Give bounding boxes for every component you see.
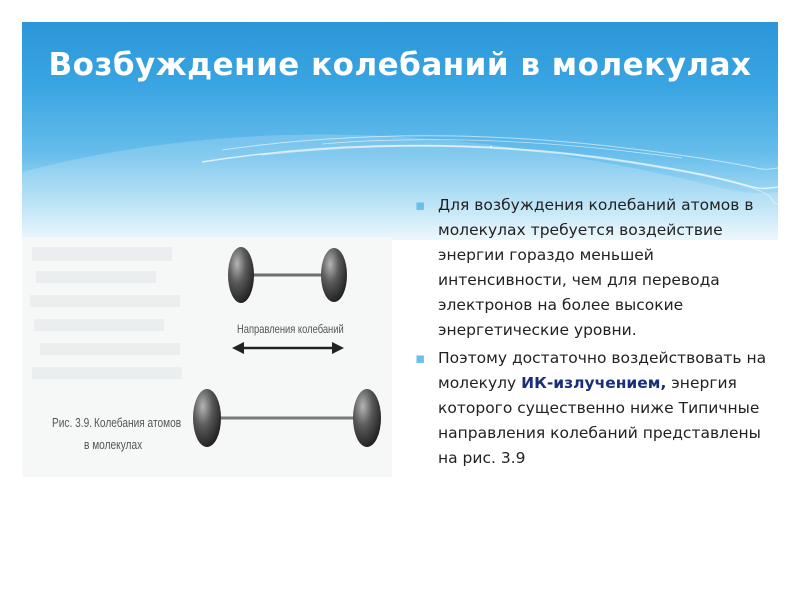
molecule-bottom: [193, 389, 381, 447]
bullet-text-part1: Поэтому достаточно воздействовать на молекулу: [438, 349, 767, 392]
molecule-top: [228, 247, 347, 303]
bullet-list: [412, 193, 772, 474]
figure-molecule-vibrations: [22, 237, 392, 477]
bullet-item-1: [412, 193, 772, 343]
figure-illustration: [22, 237, 392, 477]
figure-caption-label: Рис. 3.9.: [52, 415, 93, 430]
bullet-item-2: [412, 346, 772, 471]
slide-title: Возбуждение колебаний в молекулах: [48, 47, 752, 83]
bullet-square-icon: ▪: [415, 196, 426, 214]
direction-label: Направления колебаний: [237, 322, 344, 336]
bullet-square-icon: ▪: [415, 349, 426, 367]
figure-caption-text-line2: в молекулах: [84, 437, 143, 452]
bullet-text: Для возбуждения колебаний атомов в молекулах требуется воздействие энергии гораздо меньшей интенсивности, чем для перевода электронов на более высокие энергетические уровни.: [438, 196, 754, 339]
bullet-text-part2: энергия которого существенно ниже Типичные направления колебаний представлены на рис. 3.9: [438, 374, 761, 467]
figure-caption-text: Колебания атомов: [94, 415, 182, 430]
bullet-emphasis: ИК-излучением,: [521, 374, 667, 392]
decor-dot: [490, 146, 492, 148]
double-arrow-icon: [232, 342, 344, 354]
